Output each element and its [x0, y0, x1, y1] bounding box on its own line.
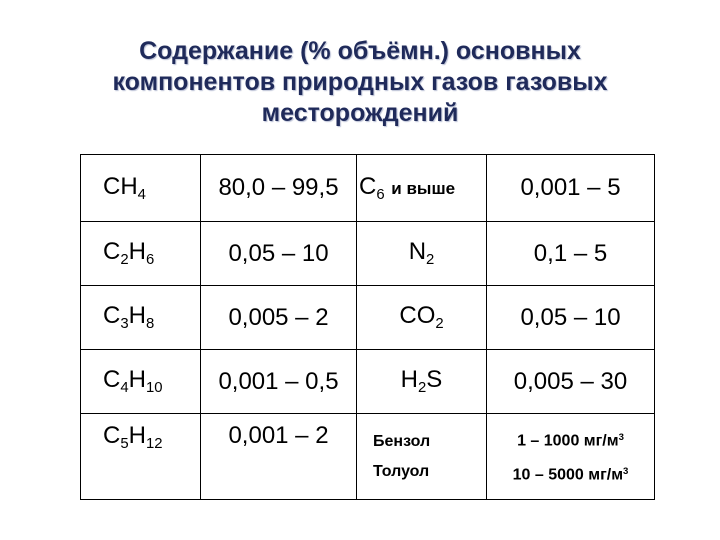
table-row	[81, 155, 655, 222]
component-cell: $CO_2$	[357, 286, 487, 350]
content-range-cell: 0,005 – 2	[201, 286, 357, 350]
component-cell: $CH_4$	[81, 155, 201, 222]
table-row	[81, 222, 655, 286]
benzene-label: Бензол	[373, 432, 431, 450]
slide-title	[40, 36, 680, 129]
title-line-1: Содержание (% объёмн.) основных	[139, 37, 581, 65]
table-row	[81, 414, 655, 500]
component-cell: $N_2$	[357, 222, 487, 286]
component-cell: $C_2H_6$	[81, 222, 201, 286]
component-cell: $H_2S$	[357, 350, 487, 414]
content-range-cell	[487, 414, 655, 500]
gas-composition-table	[80, 154, 655, 500]
toluene-range: 10 – 5000 $мг/м^3$	[512, 465, 629, 483]
content-range-cell: 0,001 – 2	[201, 414, 357, 500]
content-range-cell: 0,001 – 5	[487, 155, 655, 222]
content-range-cell: 80,0 – 99,5	[201, 155, 357, 222]
component-cell: $C_4H_{10}$	[81, 350, 201, 414]
content-range-cell: 0,05 – 10	[487, 286, 655, 350]
table-row	[81, 350, 655, 414]
title-line-2: компонентов природных газов газовых	[112, 68, 608, 96]
content-range-cell: 0,05 – 10	[201, 222, 357, 286]
component-cell	[357, 414, 487, 500]
component-cell: $C_6$ и выше	[357, 155, 487, 222]
suffix-label: и выше	[391, 178, 456, 198]
content-range-cell: 0,001 – 0,5	[201, 350, 357, 414]
content-range-cell: 0,005 – 30	[487, 350, 655, 414]
content-range-cell: 0,1 – 5	[487, 222, 655, 286]
toluene-label: Толуол	[373, 462, 430, 480]
benzene-range: 1 – 1000 $мг/м^3$	[517, 432, 624, 450]
component-cell: $C_3H_8$	[81, 286, 201, 350]
component-cell: $C_5H_{12}$	[81, 414, 201, 500]
table-row	[81, 286, 655, 350]
title-line-3: месторождений	[261, 99, 459, 127]
